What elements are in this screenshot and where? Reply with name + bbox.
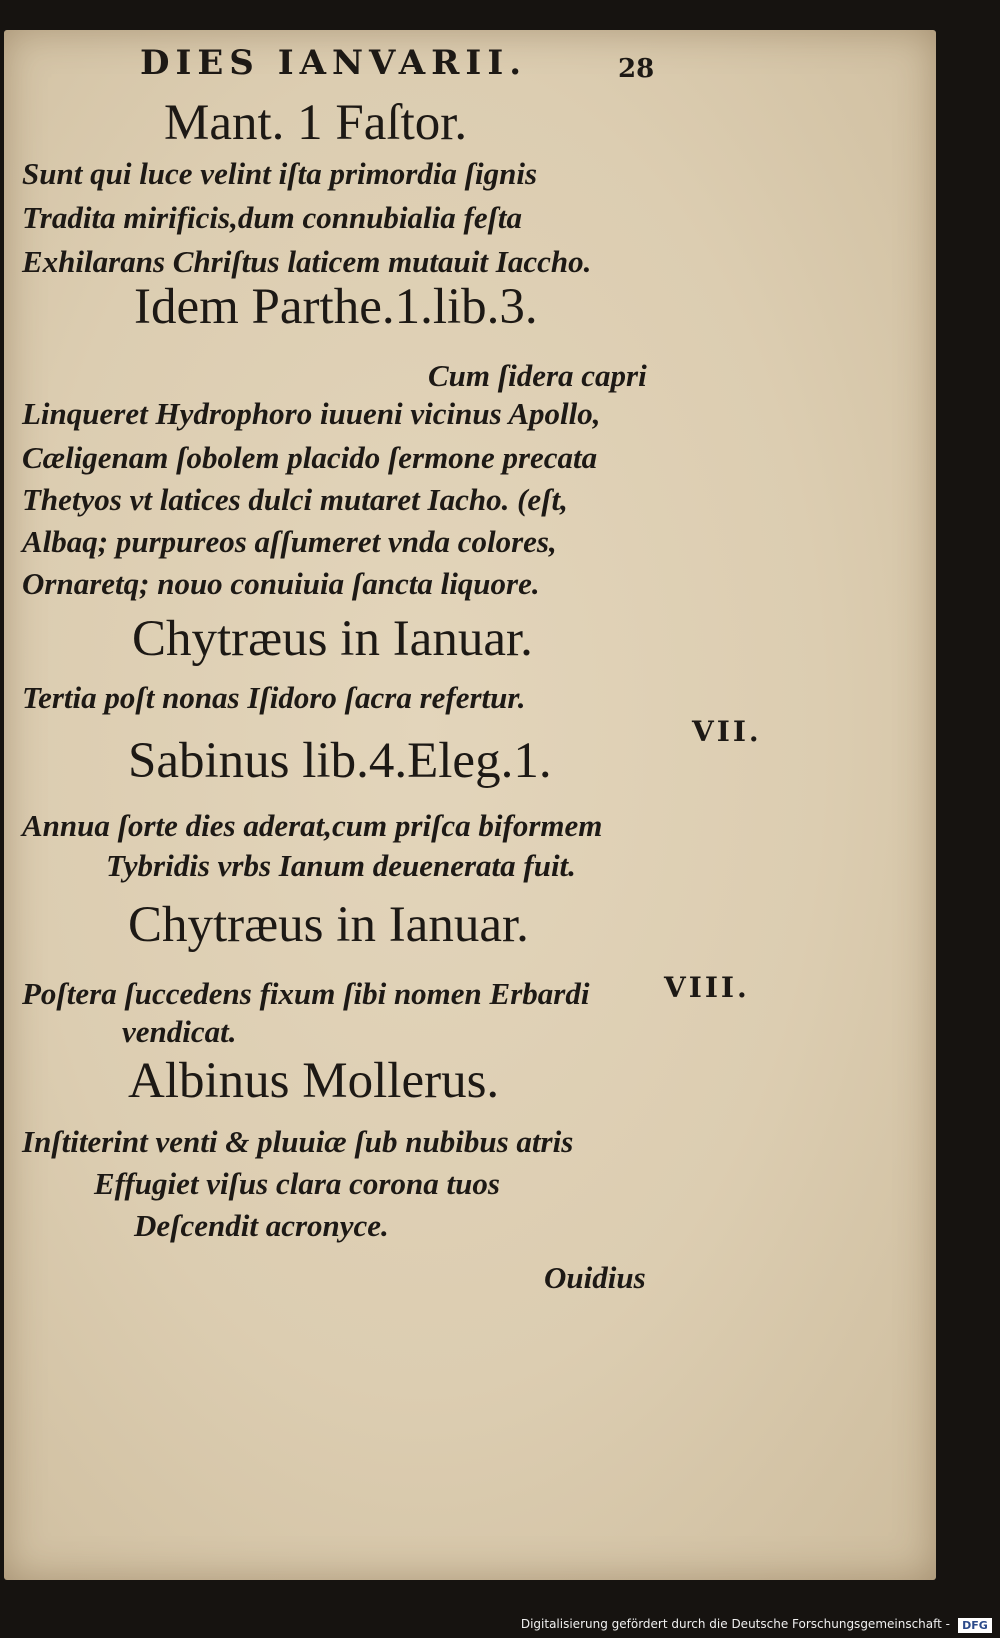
verse-line: Tertia poſt nonas Iſidoro ſacra refertur. (22, 680, 526, 715)
digitization-credit: Digitalisierung gefördert durch die Deutsche Forschungsgemeinschaft - (520, 1617, 950, 1631)
verse-line: Thetyos vt latices dulci mutaret Iacho. (eſt, (22, 482, 568, 517)
book-page (4, 30, 936, 1580)
section-heading: Idem Parthe.1.lib.3. (134, 279, 538, 335)
section-heading: Chytræus in Ianuar. (132, 611, 533, 667)
verse-line: Effugiet viſus clara corona tuos (94, 1166, 500, 1201)
verse-line: Albaq; purpureos aſſumeret vnda colores, (22, 524, 557, 559)
verse-line: Cum ſidera capri (428, 358, 647, 393)
margin-date-note: VII. (692, 715, 762, 748)
verse-line: Tradita mirificis,dum connubialia feſta (22, 200, 523, 235)
verse-line: Sunt qui luce velint iſta primordia ſignis (22, 156, 538, 191)
verse-line: Tybridis vrbs Ianum deuenerata fuit. (106, 848, 576, 883)
verse-line: Ornaretq; nouo conuiuia ſancta liquore. (22, 566, 540, 601)
dfg-logo: DFG (958, 1618, 992, 1633)
page-number: 28 (618, 54, 655, 84)
verse-line: Inſtiterint venti & pluuiæ ſub nubibus atris (22, 1124, 574, 1159)
verse-line: Poſtera ſuccedens fixum ſibi nomen Erbardi (22, 976, 590, 1011)
section-heading: Mant. 1 Faſtor. (164, 95, 468, 151)
margin-date-note: VIII. (664, 971, 750, 1004)
verse-line: Annua ſorte dies aderat,cum priſca biformem (22, 808, 603, 843)
verse-line: Exhilarans Chriſtus laticem mutauit Iaccho. (22, 244, 592, 279)
verse-line: vendicat. (122, 1014, 237, 1049)
section-heading: Albinus Mollerus. (128, 1053, 500, 1109)
verse-line: Deſcendit acronyce. (134, 1208, 389, 1243)
running-title: DIES IANVARII. (140, 43, 528, 83)
catchword: Ouidius (544, 1260, 646, 1295)
verse-line: Linqueret Hydrophoro iuueni vicinus Apollo, (22, 396, 601, 431)
verse-line: Cæligenam ſobolem placido ſermone precata (22, 440, 598, 475)
section-heading: Chytræus in Ianuar. (128, 897, 529, 953)
section-heading: Sabinus lib.4.Eleg.1. (128, 733, 552, 789)
